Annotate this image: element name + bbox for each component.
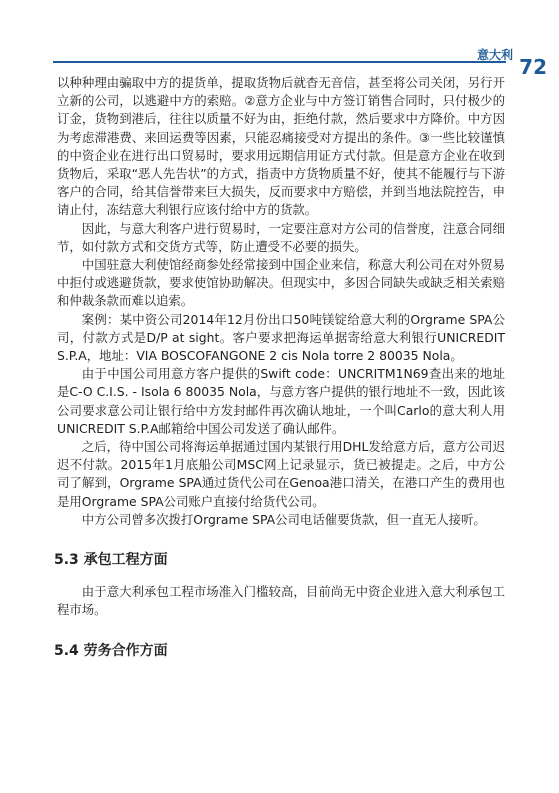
header-rule	[53, 61, 506, 63]
paragraph: 案例：某中资公司2014年12月份出口50吨镁锭给意大利的Orgrame SPA公司，付款方式是D/P at sight。客户要求把海运单据寄给意大利银行UNICREDIT S.P.A，地址：VIA BOSCOFANGONE 2 cis Nola torre 2 80035 Nola。	[57, 311, 505, 364]
paragraph: 因此，与意大利客户进行贸易时，一定要注意对方公司的信誉度，注意合同细节，如付款方式和交货方式等，防止遭受不必要的损失。	[57, 220, 505, 254]
section-heading: 5.3 承包工程方面	[54, 552, 168, 569]
page-content	[54, 74, 505, 674]
paragraph: 中国驻意大利使馆经商参处经常接到中国企业来信，称意大利公司在对外贸易中拒付或逃避货款，要求使馆协助解决。但现实中，多因合同缺失或缺乏相关索赔和仲裁条款而难以追索。	[57, 257, 505, 309]
section-paragraph: 由于意大利承包工程市场准入门槛较高，目前尚无中资企业进入意大利承包工程市场。	[57, 584, 505, 618]
paragraph: 之后，待中国公司将海运单据通过国内某银行用DHL发给意方后，意方公司迟迟不付款。2015年1月底船公司MSC网上记录显示，货已被提走。之后，中方公司了解到，Orgrame SPA通过货代公司在Genoa港口清关，在港口产生的费用也是用Orgrame SPA公司账户直接付给货代公司。	[57, 439, 505, 509]
page-number: 72	[519, 55, 547, 79]
paragraph: 以种种理由骗取中方的提货单，提取货物后就杳无音信，甚至将公司关闭，另行开立新的公司，以逃避中方的索赔。②意方企业与中方签订销售合同时，只付极少的订金，货物到港后，往往以质量不好为由，拒绝付款，然后要求中方降价。中方因为考虑滞港费、来回运费等因素，只能忍痛接受对方提出的条件。③一些比较谨慎的中资企业在进行出口贸易时，要求用远期信用证方式付款。但是意方企业在收到货物后，采取“恶人先告状”的方式，指责中方货物质量不好，使其不能履行与下游客户的合同，给其信誉带来巨大损失，反而要求中方赔偿，并到当地法院控告，申请止付，冻结意大利银行应该付给中方的货款。	[57, 75, 505, 218]
section-heading: 5.4 劳务合作方面	[54, 642, 168, 659]
paragraph: 中方公司曾多次拨打Orgrame SPA公司电话催要货款，但一直无人接听。	[81, 511, 486, 527]
header-title: 意大利	[476, 48, 513, 62]
paragraph: 由于中国公司用意方客户提供的Swift code：UNCRITM1N69查出来的地址是C-O C.I.S. - Isola 6 80035 Nola，与意方客户提供的银行地址不一致，因此该公司要求意公司让银行给中方发封邮件再次确认地址，一个叫Carlo的意大利人用UNICREDIT S.P.A邮箱给中国公司发送了确认邮件。	[57, 366, 505, 436]
